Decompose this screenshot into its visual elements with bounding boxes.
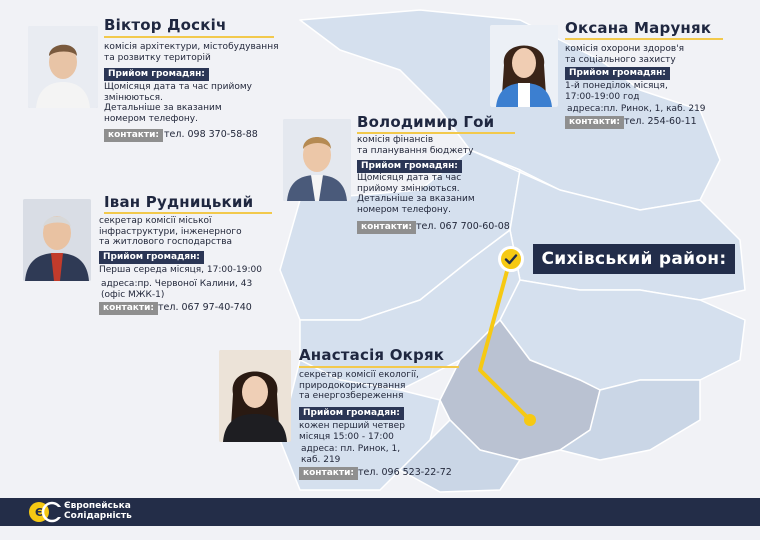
member-role: комісія архітектури, містобудування та розвитку територій <box>104 42 279 63</box>
reception-address: адреса: пл. Ринок, 1, каб. 219 <box>301 444 401 465</box>
name-underline <box>299 366 459 368</box>
footer-bar <box>0 498 760 526</box>
footer-brand <box>64 501 132 522</box>
member-role: комісія фінансів та планування бюджету <box>357 135 474 156</box>
member-name: Іван Рудницький <box>104 193 254 211</box>
reception-label: Прийом громадян: <box>565 67 670 80</box>
photo-okriak <box>219 350 291 442</box>
photo-doskich <box>28 26 98 108</box>
contact-phone: тел. 254-60-11 <box>624 116 697 127</box>
photo-marunyak <box>490 25 558 107</box>
reception-label: Прийом громадян: <box>104 68 209 81</box>
district-pointer-dot <box>524 414 536 426</box>
name-underline <box>357 132 515 134</box>
reception-address: адреса:пр. Червоної Калини, 43 (офіс МЖК-1) <box>101 279 253 300</box>
reception-text: Щомісяця дата та час прийому змінюються. Детальніше за вказаним номером телефону. <box>357 173 475 215</box>
photo-rudnytskyi <box>23 199 91 281</box>
member-role: комісія охорони здоров'я та соціального захисту <box>565 44 685 65</box>
member-name: Анастасія Окряк <box>299 346 445 364</box>
member-role: секретар комісії міської інфраструктури, інженерного та житлового господарства <box>99 216 242 248</box>
member-name: Оксана Маруняк <box>565 19 712 37</box>
contact-phone: тел. 067 97-40-740 <box>158 302 252 313</box>
reception-text: Щомісяця дата та час прийому змінюються. Детальніше за вказаним номером телефону. <box>104 82 252 124</box>
portrait-man-icon <box>283 119 351 201</box>
portrait-man-icon <box>23 199 91 281</box>
footer-brand-line1: Європейська <box>64 501 131 511</box>
portrait-man-icon <box>28 26 98 108</box>
portrait-woman-icon <box>219 350 291 442</box>
reception-text: кожен перший четвер місяця 15:00 - 17:00 <box>299 421 405 442</box>
reception-address: адреса:пл. Ринок, 1, каб. 219 <box>567 104 706 114</box>
member-name: Віктор Доскіч <box>104 16 227 34</box>
name-underline <box>104 36 274 38</box>
svg-text:Є: Є <box>34 506 44 519</box>
contact-label: контакти: <box>99 302 158 315</box>
reception-label: Прийом громадян: <box>99 251 204 264</box>
reception-text: Перша середа місяця, 17:00-19:00 <box>99 265 262 275</box>
reception-text: 1-й понеділок місяця, 17:00-19:00 год <box>565 81 668 102</box>
contact-label: контакти: <box>565 116 624 129</box>
contact-label: контакти: <box>104 129 163 142</box>
portrait-woman-icon <box>490 25 558 107</box>
es-party-logo-icon <box>28 501 62 523</box>
reception-label: Прийом громадян: <box>357 160 462 173</box>
contact-label: контакти: <box>357 221 416 234</box>
contact-phone: тел. 096 523-22-72 <box>358 467 452 478</box>
contact-phone: тел. 067 700-60-08 <box>416 221 510 232</box>
member-role: секретар комісії екології, природокористування та енергозбереження <box>299 370 419 402</box>
photo-hoy <box>283 119 351 201</box>
name-underline <box>104 212 272 214</box>
footer-brand-line2: Солідарність <box>64 511 132 522</box>
name-underline <box>565 38 723 40</box>
reception-label: Прийом громадян: <box>299 407 404 420</box>
contact-label: контакти: <box>299 467 358 480</box>
contact-phone: тел. 098 370-58-88 <box>164 129 258 140</box>
member-name: Володимир Гой <box>357 113 495 131</box>
district-label: Сихівський район: <box>533 244 735 274</box>
check-icon <box>498 246 524 272</box>
